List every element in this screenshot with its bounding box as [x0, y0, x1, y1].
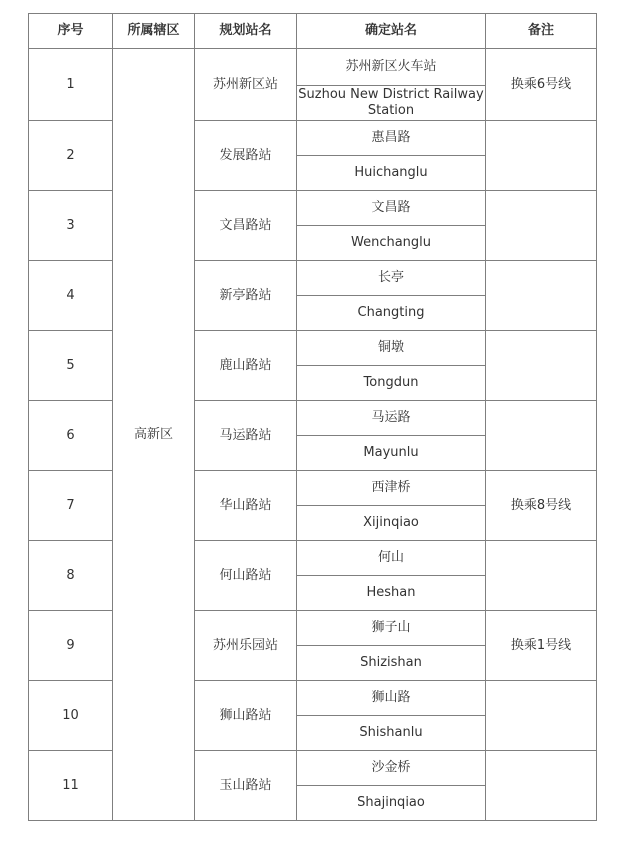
final-name-chinese-cell: 惠昌路	[297, 121, 486, 156]
remarks-cell	[486, 751, 597, 821]
remarks-cell	[486, 401, 597, 471]
final-name-english-cell: Suzhou New District Railway Station	[297, 86, 486, 121]
serial-number-cell: 9	[29, 611, 113, 681]
final-name-chinese-cell: 沙金桥	[297, 751, 486, 786]
remarks-cell	[486, 331, 597, 401]
serial-number-cell: 6	[29, 401, 113, 471]
final-name-chinese-cell: 铜墩	[297, 331, 486, 366]
final-name-chinese-cell: 狮山路	[297, 681, 486, 716]
final-name-chinese-cell: 长亭	[297, 261, 486, 296]
serial-number-cell: 10	[29, 681, 113, 751]
planned-name-cell: 狮山路站	[195, 681, 297, 751]
remarks-cell	[486, 121, 597, 191]
planned-name-cell: 何山路站	[195, 541, 297, 611]
planned-name-cell: 新亭路站	[195, 261, 297, 331]
serial-number-cell: 3	[29, 191, 113, 261]
serial-number-cell: 11	[29, 751, 113, 821]
remarks-cell	[486, 681, 597, 751]
planned-name-cell: 鹿山路站	[195, 331, 297, 401]
header-final-name: 确定站名	[297, 14, 486, 49]
final-name-english-cell: Changting	[297, 296, 486, 331]
remarks-cell	[486, 191, 597, 261]
remarks-cell	[486, 541, 597, 611]
final-name-chinese-cell: 马运路	[297, 401, 486, 436]
district-cell: 高新区	[113, 49, 195, 821]
table-row	[29, 49, 597, 86]
remarks-cell: 换乘8号线	[486, 471, 597, 541]
final-name-chinese-cell: 何山	[297, 541, 486, 576]
planned-name-cell: 玉山路站	[195, 751, 297, 821]
final-name-chinese-cell: 西津桥	[297, 471, 486, 506]
planned-name-cell: 文昌路站	[195, 191, 297, 261]
table-header-row	[29, 14, 597, 49]
final-name-english-cell: Shishanlu	[297, 716, 486, 751]
planned-name-cell: 苏州新区站	[195, 49, 297, 121]
final-name-chinese-cell: 狮子山	[297, 611, 486, 646]
header-planned-name: 规划站名	[195, 14, 297, 49]
serial-number-cell: 2	[29, 121, 113, 191]
serial-number-cell: 1	[29, 49, 113, 121]
final-name-english-cell: Heshan	[297, 576, 486, 611]
final-name-english-cell: Huichanglu	[297, 156, 486, 191]
header-district: 所属辖区	[113, 14, 195, 49]
final-name-chinese-cell: 文昌路	[297, 191, 486, 226]
remarks-cell: 换乘1号线	[486, 611, 597, 681]
final-name-english-cell: Shizishan	[297, 646, 486, 681]
header-serial-number: 序号	[29, 14, 113, 49]
serial-number-cell: 8	[29, 541, 113, 611]
serial-number-cell: 5	[29, 331, 113, 401]
final-name-english-cell: Shajinqiao	[297, 786, 486, 821]
serial-number-cell: 7	[29, 471, 113, 541]
planned-name-cell: 华山路站	[195, 471, 297, 541]
final-name-english-cell: Mayunlu	[297, 436, 486, 471]
final-name-english-cell: Tongdun	[297, 366, 486, 401]
final-name-chinese-cell: 苏州新区火车站	[297, 49, 486, 86]
station-name-table	[28, 13, 597, 821]
remarks-cell: 换乘6号线	[486, 49, 597, 121]
planned-name-cell: 发展路站	[195, 121, 297, 191]
final-name-english-cell: Wenchanglu	[297, 226, 486, 261]
serial-number-cell: 4	[29, 261, 113, 331]
final-name-english-cell: Xijinqiao	[297, 506, 486, 541]
remarks-cell	[486, 261, 597, 331]
planned-name-cell: 苏州乐园站	[195, 611, 297, 681]
header-remarks: 备注	[486, 14, 597, 49]
planned-name-cell: 马运路站	[195, 401, 297, 471]
